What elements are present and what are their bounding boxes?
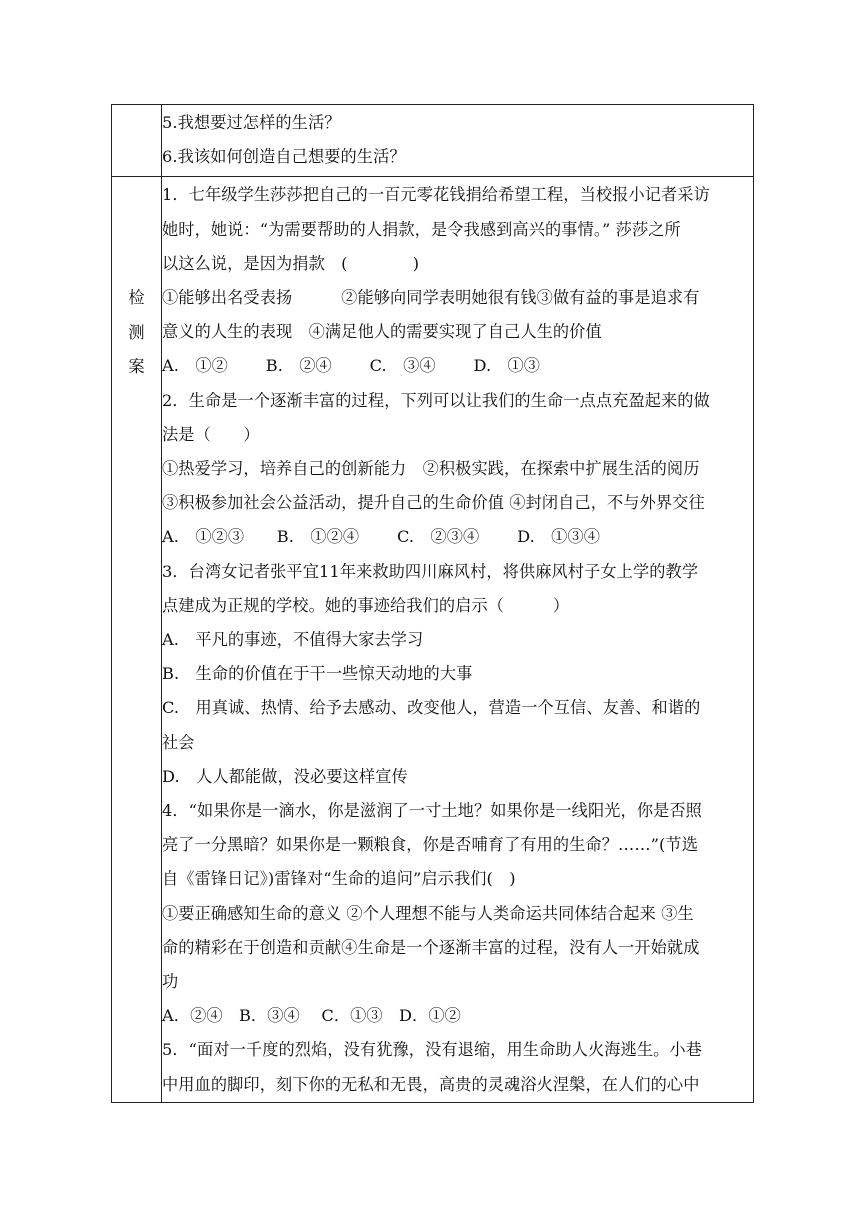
text-line: 命的精彩在于创造和贡献④生命是一个逐渐丰富的过程，没有人一开始就成 [162, 937, 700, 957]
section-label-char: 案 [128, 356, 145, 376]
text-line: 5.我想要过怎样的生活？ [162, 113, 341, 132]
text-line: 5．“面对一千度的烈焰，没有犹豫，没有退缩，用生命助人火海逃生。小巷 [162, 1040, 702, 1060]
text-line: 自《雷锋日记》)雷锋对“生命的追问”启示我们( ) [162, 869, 516, 889]
text-line: 4．“如果你是一滴水，你是滋润了一寸土地？如果你是一线阳光，你是否照 [162, 801, 702, 821]
text-line: D. 人人都能做，没必要这样宣传 [162, 766, 408, 786]
text-line: A．②④ B．③④ C．①③ D．①② [162, 1006, 461, 1026]
section-label-char: 测 [128, 322, 145, 342]
label-cell-test [112, 177, 162, 1102]
worksheet-table [111, 104, 754, 1103]
text-line: 6.我该如何创造自己想要的生活？ [162, 147, 406, 167]
content-cell-test [162, 177, 754, 1102]
text-line: ①要正确感知生命的意义 ②个人理想不能与人类命运共同体结合起来 ③生 [162, 903, 694, 923]
section-label-char: 检 [128, 288, 145, 308]
section-label [112, 177, 161, 384]
text-line: 意义的人生的表现 ④满足他人的需要实现了自己人生的价值 [162, 322, 602, 342]
text-line: 中用血的脚印，刻下你的无私和无畏，高贵的灵魂浴火涅槃，在人们的心中 [162, 1074, 700, 1094]
text-line: ③积极参加社会公益活动，提升自己的生命价值 ④封闭自己，不与外界交往 [162, 493, 705, 513]
table-row-test [112, 177, 754, 1102]
table-row-questions [112, 105, 754, 177]
text-line: 社会 [162, 732, 195, 752]
content-cell-questions [162, 105, 754, 177]
text-line: B. 生命的价值在于干一些惊天动地的大事 [162, 664, 473, 684]
text-line: A. 平凡的事迹，不值得大家去学习 [162, 630, 424, 650]
text-line: 3．台湾女记者张平宜11年来救助四川麻风村，将供麻风村子女上学的教学 [162, 561, 699, 581]
worksheet-table-container [111, 104, 754, 1103]
label-cell-empty [112, 105, 162, 177]
text-line: 法是（ ） [162, 424, 260, 444]
text-line: 功 [162, 972, 179, 992]
text-line: 1．七年级学生莎莎把自己的一百元零花钱捐给希望工程，当校报小记者采访 [162, 185, 710, 205]
text-line: C. 用真诚、热情、给予去感动、改变他人，营造一个互信、友善、和谐的 [162, 698, 701, 718]
text-line: 亮了一分黑暗？如果你是一颗粮食，你是否哺育了有用的生命？……”(节选 [162, 835, 698, 855]
text-line: 她时，她说：“为需要帮助的人捐款，是令我感到高兴的事情。” 莎莎之所 [162, 219, 681, 239]
text-line: 2．生命是一个逐渐丰富的过程，下列可以让我们的生命一点点充盈起来的做 [162, 390, 710, 410]
text-line: 以这么说，是因为捐款 ( ) [162, 253, 420, 273]
text-line: ①热爱学习，培养自己的创新能力 ②积极实践，在探索中扩展生活的阅历 [162, 459, 700, 479]
text-line: ①能够出名受表扬 ②能够向同学表明她很有钱③做有益的事是追求有 [162, 288, 700, 308]
text-line: A. ①②③ B. ①②④ C. ②③④ D. ①③④ [162, 527, 600, 547]
text-line: A. ①② B. ②④ C. ③④ D. ①③ [162, 356, 541, 376]
text-line: 点建成为正规的学校。她的事迹给我们的启示（ ） [162, 595, 570, 615]
